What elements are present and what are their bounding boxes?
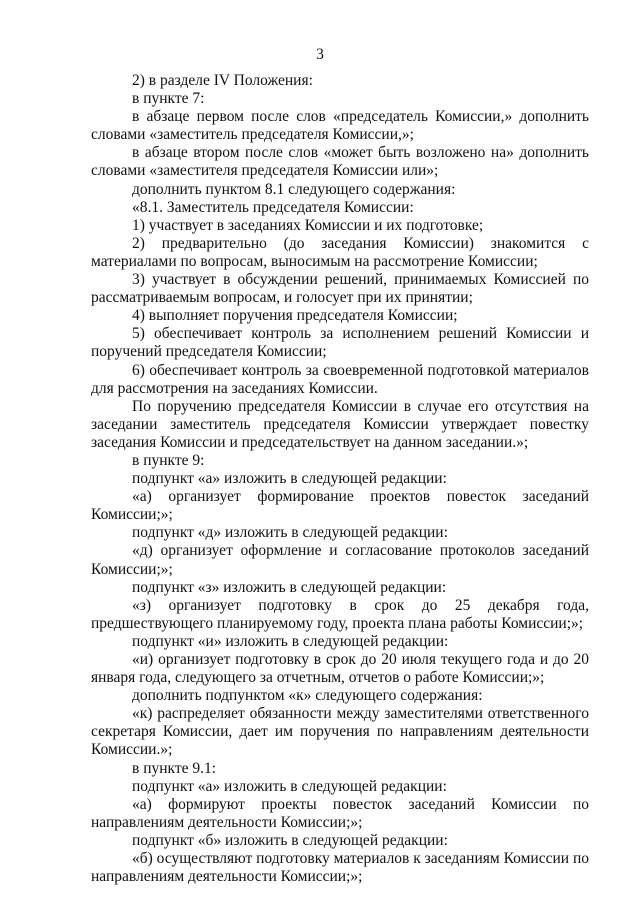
paragraph: «8.1. Заместитель председателя Комиссии: [132,198,414,216]
paragraph: дополнить пунктом 8.1 следующего содержания: [132,180,456,198]
paragraph: «д) организует оформление и согласование протоколов заседаний Комиссии;»; [91,542,589,578]
paragraph: 2) в разделе IV Положения: [132,72,313,89]
paragraph: в пункте 7: [132,90,205,108]
paragraph: 4) выполняет поручения председателя Комиссии; [132,307,458,325]
paragraph: в пункте 9.1: [132,759,217,777]
paragraph: По поручению председателя Комиссии в случае его отсутствия на заседании заместитель председателя Комиссии утверждает повестку заседания Комиссии и председательствует на данном заседании.»; [91,397,589,451]
paragraph: «а) формируют проекты повесток заседаний Комиссии по направлениям деятельности Комиссии;»; [91,795,589,831]
paragraph: 1) участвует в заседаниях Комиссии и их подготовке; [132,216,484,234]
paragraph: подпункт «з» изложить в следующей редакции: [132,578,447,596]
paragraph: подпункт «б» изложить в следующей редакции: [132,831,448,849]
document-body [91,72,589,886]
paragraph: 6) обеспечивает контроль за своевременной подготовкой материалов для рассмотрения на заседаниях Комиссии. [91,361,589,397]
paragraph: подпункт «а» изложить в следующей редакции: [132,777,447,795]
paragraph: подпункт «д» изложить в следующей редакции: [132,524,448,542]
paragraph: 3) участвует в обсуждении решений, принимаемых Комиссией по рассматриваемым вопросам, и голосует при их принятии; [91,271,589,307]
page-number: 3 [316,46,324,63]
paragraph: «з) организует подготовку в срок до 25 декабря года, предшествующего планируемому году, проекта плана работы Комиссии;»; [91,596,589,632]
paragraph: в абзаце втором после слов «может быть возложено на» дополнить словами «заместителя председателя Комиссии или»; [91,144,589,180]
paragraph: 5) обеспечивает контроль за исполнением решений Комиссии и поручений председателя Комиссии; [91,325,589,361]
paragraph: «б) осуществляют подготовку материалов к заседаниям Комиссии по направлениям деятельности Комиссии;»; [91,850,589,886]
paragraph: подпункт «а» изложить в следующей редакции: [132,470,447,488]
paragraph: подпункт «и» изложить в следующей редакции: [132,632,449,650]
paragraph: дополнить подпунктом «к» следующего содержания: [132,687,483,705]
paragraph: «и) организует подготовку в срок до 20 июля текущего года и до 20 января года, следующего за отчетным, отчетов о работе Комиссии;»; [91,651,589,687]
paragraph: 2) предварительно (до заседания Комиссии) знакомится с материалами по вопросам, выносимым на рассмотрение Комиссии; [91,234,589,270]
paragraph: в пункте 9: [132,451,205,469]
paragraph: «к) распределяет обязанности между заместителями ответственного секретаря Комиссии, дает им поручения по направлениям деятельности Комиссии.»; [91,705,589,759]
paragraph: «а) организует формирование проектов повесток заседаний Комиссии;»; [91,488,589,524]
paragraph: в абзаце первом после слов «председатель Комиссии,» дополнить словами «заместитель председателя Комиссии,»; [91,108,589,144]
